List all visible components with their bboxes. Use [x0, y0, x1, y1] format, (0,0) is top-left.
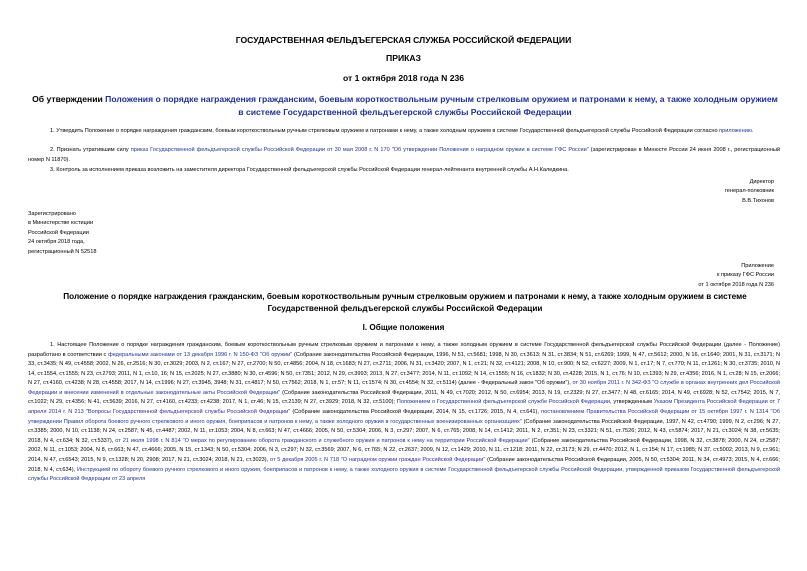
gfs-regulation-link[interactable]: Положением о Государственной фельдъегерской службе Российской Федерации	[396, 399, 610, 406]
clause-3-text: 3. Контроль за исполнением приказа возложить на заместителя директора Государственной фельдъегерской службы Российской Федерации генерал-лейтенанта внутренней службы А.Н.Каледкина.	[50, 167, 569, 173]
p1-text-4: , утвержденным	[609, 399, 654, 406]
p1-text-5: (Собрание законодательства Российской Федерации, 2014, N 15, ст.1726; 2015, N 4, ст.641),	[290, 409, 542, 416]
law-150fz-link[interactable]: федеральными законами от 13 декабря 1996 г. N 150-ФЗ "Об оружии"	[108, 351, 293, 358]
clause-1-end: .	[752, 128, 754, 134]
signature-rank: генерал-полковник	[724, 188, 774, 195]
appendix-link[interactable]: приложению	[719, 128, 753, 134]
p1-text-1: 1. Настоящее Положение о порядке награждения гражданским, боевым короткоствольным ручным стрелковым оружием и патронами к нему, а также холодным оружием в системе Государственной фельдъегерской службы Российской Федерации (далее - Положение) разработано в соответствии с	[28, 342, 780, 358]
signature-position: Директор	[749, 179, 774, 185]
paragraph-1	[28, 341, 780, 485]
appendix-line-3: от 1 октября 2018 года N 236	[698, 281, 774, 288]
registration-block	[28, 210, 96, 257]
resolution-814-link[interactable]: от 21 июля 1998 г. N 814 "О мерах по регулированию оборота гражданского и служебного оружия и патронов к нему на территории Российской Федерации"	[115, 437, 530, 444]
subject-link[interactable]: Положения о порядке награждения гражданским, боевым короткоствольным ручным стрелковым оружием и патронами к нему, а также холодным оружием в системе Государственной фельдъегерской службы Российской Федерации	[105, 94, 778, 117]
doc-type: ПРИКАЗ	[386, 53, 421, 63]
p1-text-7: (Собрание законодательства Российской Федерации, 1998, N 32, ст.3878; 2000, N 24, ст.2587; 2002, N 11, ст.1053; 2004, N 8, ст.663; N 47, ст.4666; 2005, N 15, ст.1343; N 50, ст.5304; 2006, N 3, ст.297; N 32, ст.3569; 2007, N 6, ст.765; N 22, ст.2637; 2009, N 12, ст.1429; 2010, N 11, ст.1218; 2011, N 22, ст.3173; N 29, ст.4470; 2012, N 1, ст.154; N 17, ст.1985; N 37, ст.5002; 2013, N 9, ст.961; 2014, N 47, ст.6543; 2015, N 9, ст.1328; N 20, 2908; 2017, N 21, ст.3024; 2018, N 21, ст.3023),	[28, 437, 781, 463]
registration-line-4: 24 октября 2018 года,	[28, 239, 85, 246]
clause-1	[28, 127, 780, 137]
appendix-line-2: к приказу ГФС России	[716, 272, 774, 279]
p1-text-2: (Собрание законодательства Российской Федерации, 1996, N 51, ст.5681; 1998, N 30, ст.3613; N 31, ст.3834; N 51, ст.6269; 1999, N 47, ст.5612; 2000, N 16, ст.1640; 2001, N 31, ст.3171; N 33, ст.3435; N 49, ст.4558; 2002, N 26, ст.2516; N 30, ст.3029; 2003, N 2, ст.167; N 27, ст.2700; N 50, ст.4856; 2004, N 18, ст.1683; N 27, ст.2711; 2006, N 31, ст.3420; 2007, N 1, ст.21; N 32, ст.4121; 2008, N 10, ст.900; N 52, ст.6227; 2009, N 1, ст.17; N 7, ст.770; N 11, ст.1261; N 30, ст.3735; 2010, N 14, ст.1554, ст.1555; N 23, ст.2793; 2011, N 1, ст.10, 16; N 15, ст.2025; N 27, ст.3880; N 30, ст.4596; N 50, ст.7351; 2012, N 29, ст.3993; 2013, N 27, ст.3477; 2014, N 11, ст.1092; N 14, ст.1555; N 16, ст.1832; N 30, ст.4228; 2015, N 1, ст.76; N 10, ст.1393; N 29, ст.4356; 2016, N 1, ст.28; N 15, ст.2066; N 27, ст.4160, ст.4238; N 28, ст.4558; 2017, N 14, ст.1996; N 27, ст.3945, 3948; N 31, ст.4817; N 50, ст.7562; 2018, N 1, ст.57; N 11, ст.1574; N 30, ст.4554; N 32, ст.5114) (далее - Федеральный закон "Об оружии"),	[28, 351, 780, 387]
decree-213-link[interactable]: Указом Президента Российской Федерации от 7 апреля 2014 г. N 213 "Вопросы Государственной фельдъегерской службы Российской Федерации"	[28, 399, 780, 416]
registration-line-5: регистрационный N 52518	[28, 248, 97, 255]
clause-2	[28, 146, 780, 165]
clause-3	[28, 166, 780, 176]
registration-line-1: Зарегистрировано	[28, 211, 76, 217]
law-342fz-link[interactable]: от 30 ноября 2011 г. N 342-ФЗ "О службе в органах внутренних дел Российской Федерации и внесении изменений в отдельные законодательные акты Российской Федерации"	[28, 380, 780, 396]
clause-1-text: 1. Утвердить Положение о порядке награждения гражданским, боевым короткоствольным ручным стрелковым оружием и патронами к нему, а также холодным оружием в системе Государственной фельдъегерской службы Российской Федерации согласно	[50, 128, 720, 134]
section-title: I. Общие положения	[362, 323, 445, 332]
resolution-718-link[interactable]: от 5 декабря 2005 г. N 718 "О наградном оружии граждан Российской Федерации"	[269, 456, 486, 463]
registration-line-2: в Министерстве юстиции	[28, 220, 94, 227]
p1-text-3: (Собрание законодательства Российской Федерации, 2011, N 49, ст.7020; 2012, N 50, ст.6954; 2013, N 19, ст.2329; N 27, ст.3477; N 48, ст.6165; 2014, N 49, ст.6928; N 52, ст.7542; 2015, N 7, ст.1022; N 29, ст.4356; N 41, ст.5639; 2016, N 27, ст.4160, ст.4233; ст.4238; 2017, N 1, ст.46; N 15, ст.2139; N 27, ст.3929; 2018, N 32, ст.5100);	[28, 389, 781, 406]
p1-text-6: (Собрание законодательства Российской Федерации, 1997, N 42, ст.4790; 1999, N 2, ст.296; N 27, ст.3385; 2000, N 10, ст.1138; N 24, ст.2587; N 45, ст.4487; 2002, N 11, ст.1053; 2004, N 8, ст.663; N 47, ст.4666; 2005, N 50, ст.5304; 2006, N 3, ст.297; 2007, N 6, ст.765; 2008, N 14, ст.1412; 2011, N 2, ст.351; N 23, ст.3321; N 51, ст.7526; 2012, N 43, ст.5874; 2017, N 21, ст.3024; N 38, ст.5635; 2018, N 4, ст.634; N 32, ст.5337),	[28, 418, 780, 444]
doc-date-number: от 1 октября 2018 года N 236	[342, 73, 465, 83]
appendix-block	[698, 262, 774, 290]
repealed-order-link[interactable]: приказ Государственной фельдъегерской службы Российской Федерации от 30 мая 2008 г. N 170 "Об утверждении Положения о наградном оружии в системе ГФС России"	[130, 147, 589, 153]
resolution-1314-link[interactable]: постановлением Правительства Российской Федерации от 15 октября 1997 г. N 1314 "Об утверждении Правил оборота боевого ручного стрелкового и иного оружия, боеприпасов и патронов к нему, а также холодного оружия в государственных военизированных организациях"	[28, 409, 780, 425]
annex-title: Положение о порядке награждения гражданским, боевым короткоствольным ручным стрелковым оружием и патронами к нему, а также холодным оружием в системе Государственной фельдъегерской службы Российской Федерации	[63, 292, 747, 313]
registration-line-3: Российской Федерации	[28, 229, 89, 236]
order-subject	[30, 93, 780, 119]
instruction-link[interactable]: Инструкцией по обороту боевого ручного стрелкового и иного оружия, боеприпасов и патронов к нему, а также холодного оружия в системе Государственной фельдъегерской службы Российской Федерации, утвержденной приказом Государственной фельдъегерской службы Российской Федерации от 23 апреля	[28, 466, 780, 483]
signature-block	[725, 178, 774, 206]
agency-title: ГОСУДАРСТВЕННАЯ ФЕЛЬДЪЕГЕРСКАЯ СЛУЖБА РОССИЙСКОЙ ФЕДЕРАЦИИ	[235, 35, 572, 45]
subject-prefix: Об утверждении	[32, 94, 106, 104]
signature-name: В.В.Тихонов	[742, 197, 774, 204]
clause-2-end: (зарегистрирован в Минюсте России 24 июня 2008 г., регистрационный номер N 11870).	[28, 147, 780, 163]
p1-text-8: (Собрание законодательства Российской Федерации, 2005, N 50, ст.5304; 2011, N 34, ст.4973; 2015, N 4, ст.666; 2018, N 4, ст.634),	[28, 456, 780, 473]
clause-2-text: 2. Признать утратившим силу	[50, 147, 131, 153]
appendix-line-1: Приложение	[741, 263, 774, 269]
